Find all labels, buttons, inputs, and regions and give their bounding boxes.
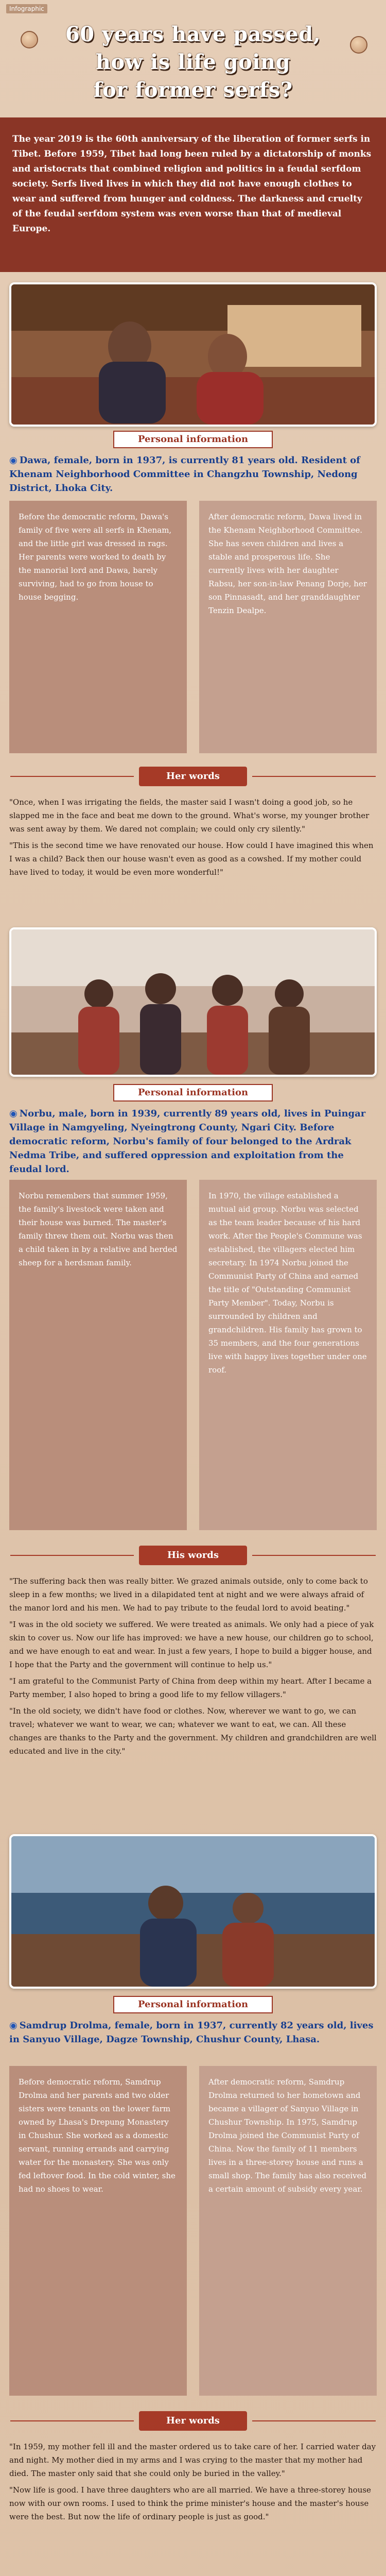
page-title [0, 21, 386, 104]
location-pin-icon: ◉ [9, 2020, 17, 2031]
quote-paragraph: "I am grateful to the Communist Party of China from deep within my heart. After I became a Party member, I also hoped to bring a good life to my fellow villagers." [9, 1676, 372, 1699]
before-reform-text: Before the democratic reform, Dawa's family of five were all serfs in Khenam, and the little girl was dressed in rags. Her parents were worked to death by the manorial lord and Dawa, barely surviving, had to go from house to house begging. [9, 501, 187, 753]
quote-paragraph: "In the old society, we didn't have food or clothes. Now, wherever we want to go, we can travel; whatever we want to wear, we can; whatever we want to eat, we can. All these changes are thanks to the Party and the government. My children and grandchildren are well educated and live in the city." [9, 1706, 377, 1756]
infographic-tag: Infographic [6, 4, 47, 13]
quote-paragraph: "Now life is good. I have three daughters who are all married. We have a three-storey house now with our own rooms. I used to think the prime minister's house and the master's house were the best. But now the life of ordinary people is just as good." [9, 2485, 371, 2521]
photo-norbu [9, 927, 377, 1077]
location-pin-icon: ◉ [9, 1108, 17, 1119]
section-heading: ◉ Samdrup Drolma, female, born in 1937, currently 82 years old, lives in Sanyuo Village, Dagze Township, Chushur County, Lhasa. [9, 2020, 374, 2045]
after-reform-text: After democratic reform, Dawa lived in the Khenam Neighborhood Committee. She has seven children and lives a stable and prosperous life. She currently lives with her daughter Rabsu, her son-in-law Penang Dorje, her son Pinnasadt, and her granddaughter Tenzin Dealpe. [199, 501, 377, 753]
quote-block [9, 2440, 377, 2527]
before-reform-text: Norbu remembers that summer 1959, the family's livestock were taken and their house was burned. The master's family threw them out. Norbu was then a child taken in by a relative and herded sheep for a herdsman family. [9, 1180, 187, 1530]
her-words-label: Her words [139, 767, 247, 786]
title-line: for former serfs? [93, 78, 293, 102]
photo-samdrup-drolma [9, 1834, 377, 1989]
her-words-label: Her words [139, 2411, 247, 2431]
quote-paragraph: "Once, when I was irrigating the fields, the master said I wasn't doing a good job, so he slapped me in the face and beat me down to the ground. What's worse, my younger brother was sent away by them. We dared not complain; we could only cry silently." [9, 798, 370, 834]
after-reform-text: After democratic reform, Samdrup Drolma returned to her hometown and became a villager of Sanyuo Village in Chushur Township. In 1975, Samdrup Drolma joined the Communist Party of China. Now the family of 11 members lives in a three-storey house and runs a small shop. The family has also received a certain amount of subsidy every year. [199, 2066, 377, 2396]
quote-paragraph: "In 1959, my mother fell ill and the master ordered us to take care of her. I carried water day and night. My mother died in my arms and I was crying to the master that my mother had died. The master only said that she could only be buried in the valley." [9, 2442, 376, 2478]
before-reform-text: Before democratic reform, Samdrup Drolma and her parents and two older sisters were tenants on the lower farm owned by Lhasa's Drepung Monastery in Chushur. She worked as a domestic servant, running errands and carrying water for the monastery. She was only fed leftover food. In the cold winter, she had no shoes to wear. [9, 2066, 187, 2396]
after-reform-text: In 1970, the village established a mutual aid group. Norbu was selected as the team leader because of his hard work. After the People's Commune was established, the villagers elected him secretary. In 1974 Norbu joined the Communist Party of China and earned the title of "Outstanding Communist Party Member". Today, Norbu is surrounded by children and grandchildren. His family has grown to 35 members, and the four generations live with happy lives together under one roof. [199, 1180, 377, 1530]
quote-paragraph: "I was in the old society we suffered. We were treated as animals. We only had a piece of yak skin to cover us. Now our life has improved: we have a new house, our children go to school, and we have enough to eat and wear. In just a few years, I hope to build a bigger house, and I hope that the Party and the government will continue to help us." [9, 1620, 374, 1669]
personal-info-label: Personal information [113, 1084, 273, 1101]
section-heading: ◉ Norbu, male, born in 1939, currently 89 years old, lives in Puingar Village in Namgyeling, Nyeingtrong County, Ngari City. Before democratic reform, Norbu's family of four belonged to the Ardrak Nedma Tribe, and suffered oppression and exploitation from the feudal lord. [9, 1108, 366, 1175]
photo-dawa [9, 282, 377, 427]
title-line: how is life going [95, 50, 291, 74]
his-words-label: His words [139, 1546, 247, 1565]
title-line: 60 years have passed, [65, 22, 321, 46]
quote-block [9, 795, 377, 882]
personal-info-label: Personal information [113, 1996, 273, 2013]
quote-block [9, 1574, 377, 1761]
intro-text: The year 2019 is the 60th anniversary of the liberation of former serfs in Tibet. Before 1959, Tibet had long been ruled by a dictatorship of monks and aristocrats that combined religion and politics in a feudal serfdom society. Serfs lived lives in which they did not have enough clothes to wear and suffered from hunger and coldness. The darkness and cruelty of the feudal serfdom system was even worse than that of medieval Europe. [0, 117, 386, 272]
quote-paragraph: "The suffering back then was really bitter. We grazed animals outside, only to come back to sleep in a few months; we lived in a dilapidated tent at night and we were always afraid of the manor lord and his men. We had to pay tribute to the feudal lord to avoid beating." [9, 1577, 368, 1613]
quote-paragraph: "This is the second time we have renovated our house. How could I have imagined this when I was a child? Back then our house wasn't even as good as a cowshed. If my mother could have lived to today, it would be even more wonderful!" [9, 841, 374, 877]
location-pin-icon: ◉ [9, 455, 17, 466]
personal-info-label: Personal information [113, 431, 273, 448]
section-heading: ◉ Dawa, female, born in 1937, is currently 81 years old. Resident of Khenam Neighborhood Committee in Changzhu Township, Nedong District, Lhoka City. [9, 455, 360, 494]
